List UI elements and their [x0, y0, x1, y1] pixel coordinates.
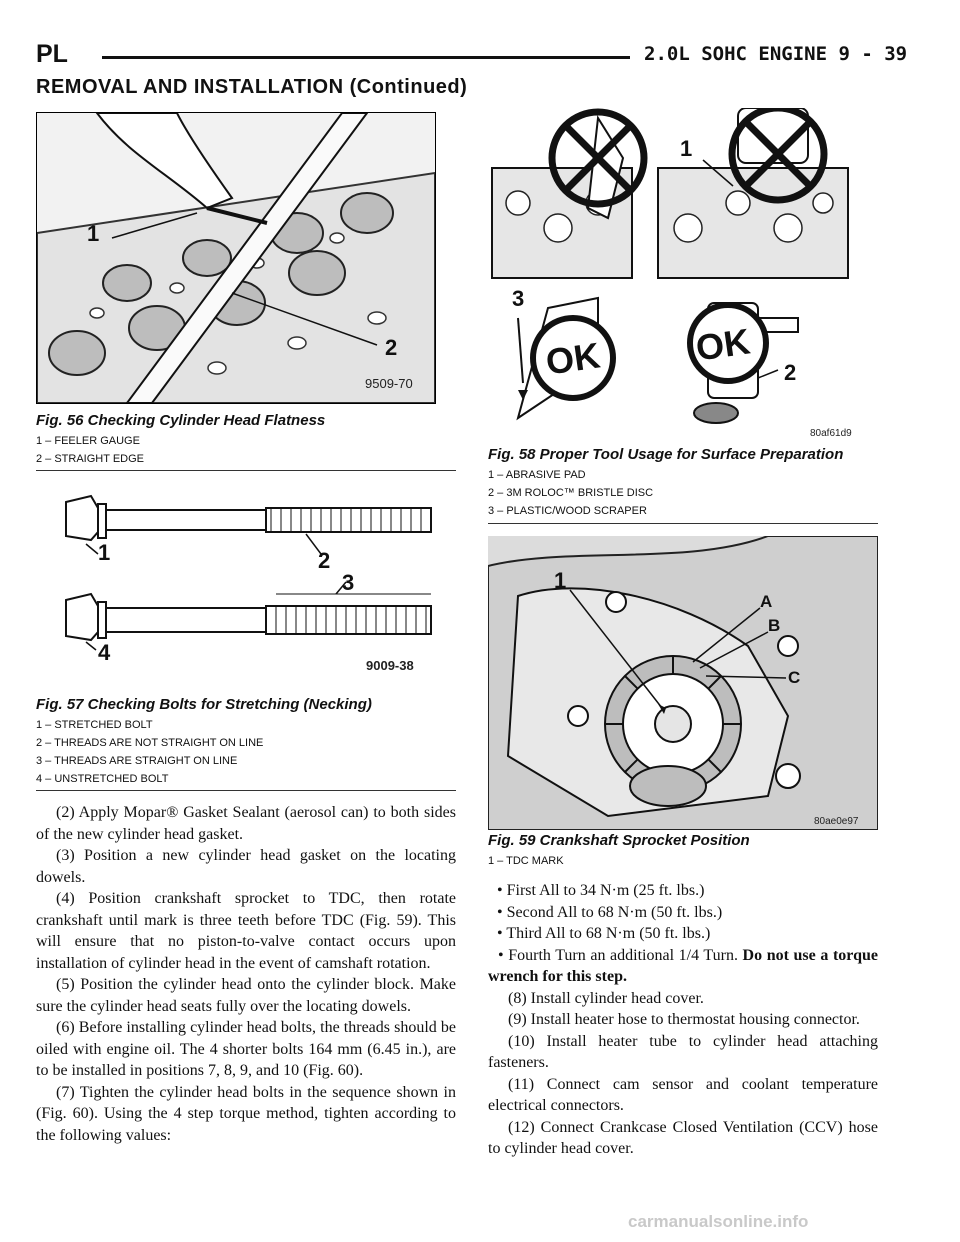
- step-2: (2) Apply Mopar® Gasket Sealant (aerosol can) to both sides of the new cylinder head gasket.: [36, 804, 456, 843]
- fig56-code: 9509-70: [365, 376, 413, 391]
- step-10: (10) Install heater tube to cylinder head attaching fasteners.: [488, 1032, 878, 1071]
- fig59-legend-item: 1 – TDC MARK: [488, 855, 564, 867]
- torque-step-4-warning: Do not use a torque wrench for this step.: [488, 946, 879, 985]
- torque-step-1: • First All to 34 N·m (25 ft. lbs.): [497, 882, 705, 899]
- torque-step-4-text: Fourth Turn an additional 1/4 Turn.: [508, 946, 743, 964]
- fig57-legend-item: 4 – UNSTRETCHED BOLT: [36, 773, 169, 785]
- fig58-callout-1: 1: [680, 136, 693, 161]
- fig57-caption: Fig. 57 Checking Bolts for Stretching (Necking): [36, 696, 372, 713]
- fig59-illustration: [488, 536, 878, 830]
- fig57-legend-item: 3 – THREADS ARE STRAIGHT ON LINE: [36, 755, 238, 767]
- fig56-callout-1: 1: [87, 221, 100, 246]
- fig59-caption: Fig. 59 Crankshaft Sprocket Position: [488, 832, 750, 849]
- step-7: (7) Tighten the cylinder head bolts in the sequence shown in (Fig. 60). Using the 4 step torque method, tighten according to the following values:: [36, 1083, 456, 1144]
- page-header-left: PL: [36, 40, 68, 68]
- footer-watermark: carmanualsonline.info: [628, 1212, 809, 1231]
- fig58-ok-scraper: OK: [543, 334, 603, 383]
- fig56-callout-2: 2: [385, 335, 398, 360]
- right-column-text: [488, 880, 878, 1160]
- fig59-callout-b: B: [768, 616, 781, 635]
- fig56-legend-item: 2 – STRAIGHT EDGE: [36, 453, 144, 465]
- step-5: (5) Position the cylinder head onto the cylinder block. Make sure the cylinder head seats fully over the locating dowels.: [36, 976, 456, 1015]
- step-6: (6) Before installing cylinder head bolts, the threads should be oiled with engine oil. The 4 shorter bolts 164 mm (6.45 in.), are to be installed in positions 7, 8, 9, and 10 (Fig. 60).: [36, 1019, 456, 1079]
- fig58-legend-item: 2 – 3M ROLOC™ BRISTLE DISC: [488, 487, 654, 499]
- fig56-caption: Fig. 56 Checking Cylinder Head Flatness: [36, 412, 326, 429]
- step-12: (12) Connect Crankcase Closed Ventilation (CCV) hose to cylinder head cover.: [488, 1118, 878, 1157]
- fig56-illustration: [36, 112, 436, 404]
- torque-step-2: • Second All to 68 N·m (50 ft. lbs.): [497, 903, 723, 921]
- fig57-legend-item: 2 – THREADS ARE NOT STRAIGHT ON LINE: [36, 737, 264, 749]
- fig57-callout-4: 4: [98, 640, 111, 665]
- fig58-callout-2: 2: [784, 360, 797, 385]
- fig58-legend: [488, 466, 653, 520]
- header-rule: [102, 56, 630, 59]
- step-8: (8) Install cylinder head cover.: [508, 989, 704, 1007]
- divider: [488, 523, 878, 524]
- fig57-code: 9009-38: [366, 658, 414, 673]
- fig57-legend: [36, 716, 263, 788]
- fig59-callout-c: C: [788, 668, 801, 687]
- fig57-callout-3: 3: [342, 570, 355, 595]
- fig58-legend-item: 1 – ABRASIVE PAD: [488, 469, 586, 481]
- fig58-callout-3: 3: [512, 286, 525, 311]
- fig56-legend: [36, 432, 144, 468]
- fig59-callout-1: 1: [554, 568, 567, 593]
- fig59-legend: [488, 852, 564, 870]
- fig58-caption: Fig. 58 Proper Tool Usage for Surface Preparation: [488, 446, 844, 463]
- step-11: (11) Connect cam sensor and coolant temperature electrical connectors.: [488, 1075, 878, 1114]
- torque-step-2-text: Second All to 68 N·m (50 ft. lbs.): [506, 903, 723, 921]
- fig57-callout-2: 2: [318, 548, 331, 573]
- fig58-legend-item: 3 – PLASTIC/WOOD SCRAPER: [488, 505, 647, 517]
- divider: [36, 470, 456, 471]
- step-4: (4) Position crankshaft sprocket to TDC, then rotate crankshaft until mark is three teeth before TDC (Fig. 59). This will ensure that no piston-to-valve contact occurs upon installation of cylinder head in the event of camshaft rotation.: [36, 890, 456, 972]
- step-3: (3) Position a new cylinder head gasket on the locating dowels.: [36, 847, 456, 886]
- divider: [36, 790, 456, 791]
- fig58-illustration: [488, 108, 878, 438]
- fig57-callout-1: 1: [98, 540, 111, 565]
- fig59-callout-a: A: [760, 592, 773, 611]
- torque-step-1-text: First All to 34 N·m (25 ft. lbs.): [506, 882, 705, 899]
- fig58-ok-disc: OK: [693, 320, 753, 369]
- fig56-legend-item: 1 – FEELER GAUGE: [36, 435, 140, 447]
- left-column-text: [36, 802, 456, 1146]
- fig57-illustration: [36, 482, 456, 682]
- torque-step-3: • Third All to 68 N·m (50 ft. lbs.): [497, 925, 711, 942]
- fig57-legend-item: 1 – STRETCHED BOLT: [36, 719, 153, 731]
- step-9: (9) Install heater hose to thermostat housing connector.: [508, 1011, 860, 1028]
- torque-step-3-text: Third All to 68 N·m (50 ft. lbs.): [506, 925, 711, 942]
- fig59-code: 80ae0e97: [814, 816, 859, 827]
- torque-step-4: • Fourth Turn an additional 1/4 Turn. Do not use a torque wrench for this step.: [488, 946, 879, 985]
- page-header-right: 2.0L SOHC ENGINE 9 - 39: [644, 43, 908, 65]
- fig58-code: 80af61d9: [810, 428, 852, 439]
- section-title: REMOVAL AND INSTALLATION (Continued): [36, 76, 468, 98]
